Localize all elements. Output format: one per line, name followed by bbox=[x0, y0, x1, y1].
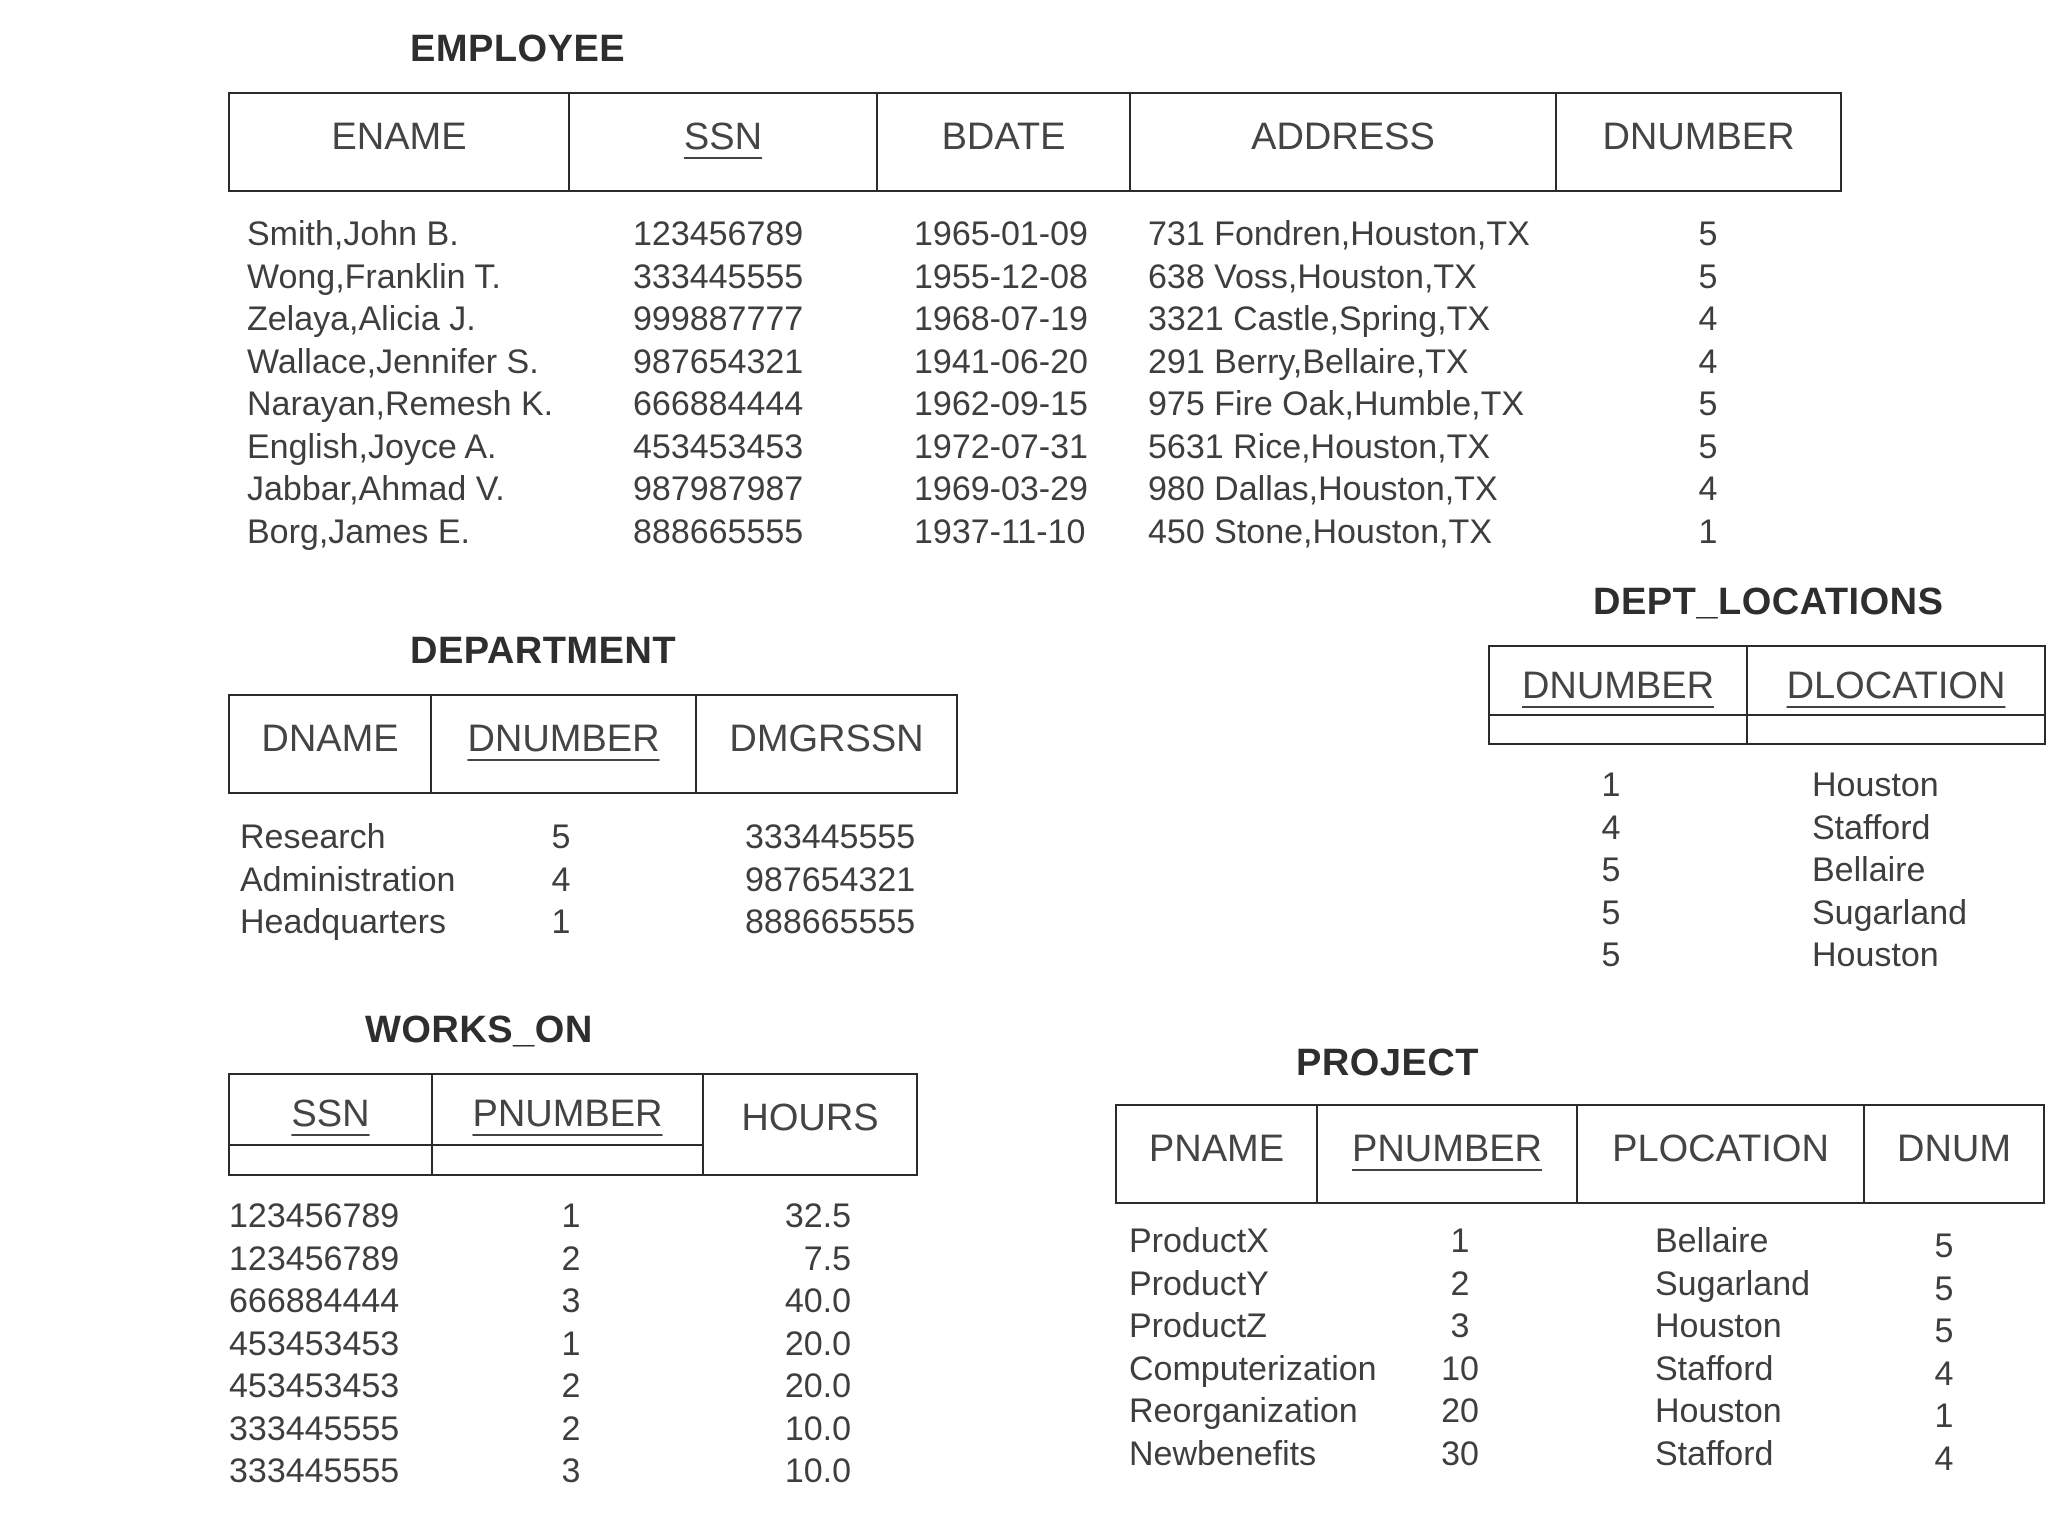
project-row: ProductZ 3 Houston 5 bbox=[1129, 1307, 1954, 1350]
employee-row: Zelaya,Alicia J. 999887777 1968-07-19 3321 Castle,Spring,TX 4 bbox=[247, 300, 1718, 338]
employee-row: English,Joyce A. 453453453 1972-07-31 5631 Rice,Houston,TX 5 bbox=[247, 427, 1718, 466]
employee-col-bdate: BDATE bbox=[876, 94, 1129, 190]
employee-title: EMPLOYEE bbox=[410, 28, 626, 70]
dept-locations-row: 4 Stafford bbox=[1601, 808, 1931, 847]
dept-locations-row: 5 Bellaire bbox=[1601, 851, 1926, 889]
project-header bbox=[1115, 1104, 2045, 1204]
project-row: ProductX 1 Bellaire 5 bbox=[1129, 1222, 1954, 1265]
department-title: DEPARTMENT bbox=[410, 630, 677, 672]
works-on-row: 333445555 3 10.0 bbox=[229, 1452, 851, 1490]
employee-row: Borg,James E. 888665555 1937-11-10 450 Stone,Houston,TX 1 bbox=[247, 512, 1718, 551]
project-col-pnumber: PNUMBER bbox=[1316, 1106, 1576, 1202]
works-on-row: 666884444 3 40.0 bbox=[229, 1282, 851, 1320]
works-on-title: WORKS_ON bbox=[365, 1009, 593, 1051]
dept-locations-col-dnumber: DNUMBER bbox=[1490, 647, 1746, 743]
employee-col-ename: ENAME bbox=[331, 116, 467, 158]
works-on-col-pnumber: PNUMBER bbox=[431, 1075, 702, 1174]
project-col-pname: PNAME bbox=[1148, 1128, 1285, 1170]
employee-row: Jabbar,Ahmad V. 987987987 1969-03-29 980 Dallas,Houston,TX 4 bbox=[247, 470, 1718, 508]
works-on-row: 453453453 2 20.0 bbox=[229, 1367, 851, 1405]
dept-locations-row: 5 Houston bbox=[1601, 936, 1939, 974]
works-on-header bbox=[228, 1073, 918, 1176]
project-row: ProductY 2 Sugarland 5 bbox=[1129, 1264, 1954, 1308]
employee-rows bbox=[0, 213, 2048, 553]
project-row: Newbenefits 30 Stafford 4 bbox=[1129, 1434, 1954, 1478]
works-on-col-ssn: SSN bbox=[230, 1075, 431, 1174]
project-row: Computerization 10 Stafford 4 bbox=[1129, 1349, 1954, 1393]
project-col-dnum: DNUM bbox=[1863, 1106, 2043, 1202]
department-col-dname: DNAME bbox=[261, 718, 399, 760]
employee-row: Wallace,Jennifer S. 987654321 1941-06-20 291 Berry,Bellaire,TX 4 bbox=[247, 342, 1718, 381]
works-on-row: 333445555 2 10.0 bbox=[229, 1409, 851, 1448]
employee-header bbox=[228, 92, 1842, 192]
employee-row: Wong,Franklin T. 333445555 1955-12-08 638 Voss,Houston,TX 5 bbox=[247, 257, 1718, 296]
department-col-dmgrssn: DMGRSSN bbox=[695, 696, 956, 792]
employee-col-ssn: SSN bbox=[568, 94, 876, 190]
project-title: PROJECT bbox=[1296, 1042, 1479, 1084]
employee-row: Smith,John B. 123456789 1965-01-09 731 Fondren,Houston,TX 5 bbox=[247, 215, 1718, 253]
dept-locations-title: DEPT_LOCATIONS bbox=[1593, 581, 1944, 623]
department-row: Research 5 333445555 bbox=[240, 818, 916, 856]
project-row: Reorganization 20 Houston 1 bbox=[1129, 1392, 1954, 1435]
department-row: Headquarters 1 888665555 bbox=[240, 903, 916, 941]
dept-locations-rows bbox=[0, 764, 2048, 977]
works-on-row: 453453453 1 20.0 bbox=[229, 1324, 851, 1363]
employee-col-dnumber: DNUMBER bbox=[1555, 94, 1840, 190]
dept-locations-col-dlocation: DLOCATION bbox=[1746, 647, 2044, 743]
works-on-col-hours: HOURS bbox=[702, 1075, 916, 1174]
dept-locations-row: 1 Houston bbox=[1601, 766, 1939, 804]
works-on-row: 123456789 1 32.5 bbox=[229, 1197, 851, 1235]
department-col-dnumber: DNUMBER bbox=[430, 696, 695, 792]
dept-locations-row: 5 Sugarland bbox=[1601, 893, 1968, 932]
employee-row: Narayan,Remesh K. 666884444 1962-09-15 975 Fire Oak,Humble,TX 5 bbox=[247, 385, 1718, 423]
project-col-plocation: PLOCATION bbox=[1576, 1106, 1863, 1202]
project-rows bbox=[0, 1220, 2048, 1478]
works-on-row: 123456789 2 7.5 bbox=[229, 1239, 851, 1278]
department-row: Administration 4 987654321 bbox=[240, 860, 916, 899]
dept-locations-header bbox=[1488, 645, 2046, 745]
employee-col-address: ADDRESS bbox=[1129, 94, 1555, 190]
